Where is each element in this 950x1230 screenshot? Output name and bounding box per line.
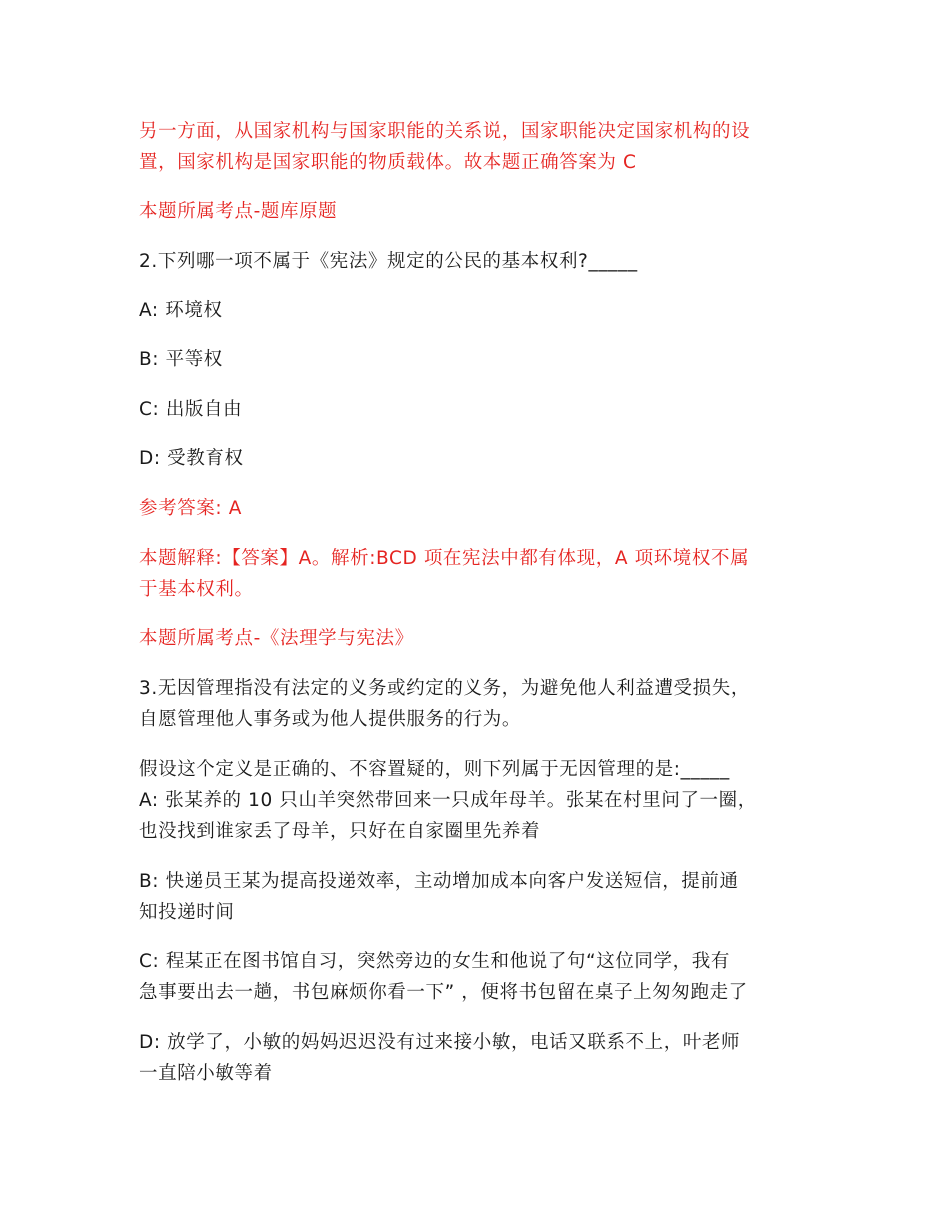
- question-2-explanation-line-2: 于基本权利。: [139, 579, 254, 600]
- question-3-option-a-line-1: A: 张某养的 10 只山羊突然带回来一只成年母羊。张某在村里问了一圈，: [139, 790, 757, 811]
- question-3-prompt: 假设这个定义是正确的、不容置疑的，则下列属于无因管理的是:_____: [139, 759, 730, 780]
- prev-explanation-line-1: 另一方面，从国家机构与国家职能的关系说，国家职能决定国家机构的设: [139, 121, 751, 142]
- question-2-stem: 2.下列哪一项不属于《宪法》规定的公民的基本权利?_____: [139, 251, 638, 272]
- question-3-option-a-line-2: 也没找到谁家丢了母羊，只好在自家圈里先养着: [139, 821, 541, 842]
- question-3-option-b-line-1: B: 快递员王某为提高投递效率，主动增加成本向客户发送短信，提前通: [139, 871, 739, 892]
- question-3-option-c-line-2: 急事要出去一趟，书包麻烦你看一下” ，便将书包留在桌子上匆匆跑走了: [139, 982, 748, 1003]
- question-2-option-c: C: 出版自由: [139, 399, 243, 420]
- prev-topic: 本题所属考点-题库原题: [139, 201, 338, 222]
- question-2-answer: 参考答案: A: [139, 498, 242, 519]
- question-2-topic: 本题所属考点-《法理学与宪法》: [139, 628, 414, 649]
- question-3-stem-line-2: 自愿管理他人事务或为他人提供服务的行为。: [139, 709, 522, 730]
- question-3-option-d-line-1: D: 放学了，小敏的妈妈迟迟没有过来接小敏，电话又联系不上，叶老师: [139, 1032, 741, 1053]
- question-2-option-d: D: 受教育权: [139, 448, 244, 469]
- prev-explanation-line-2: 置，国家机构是国家职能的物质载体。故本题正确答案为 C: [139, 152, 637, 173]
- question-3-option-d-line-2: 一直陪小敏等着: [139, 1063, 273, 1084]
- document-page: [139, 0, 819, 1230]
- question-2-option-b: B: 平等权: [139, 349, 223, 370]
- question-3-stem-line-1: 3.无因管理指没有法定的义务或约定的义务，为避免他人利益遭受损失，: [139, 678, 750, 699]
- question-2-option-a: A: 环境权: [139, 300, 223, 321]
- question-3-option-b-line-2: 知投递时间: [139, 902, 235, 923]
- question-2-explanation-line-1: 本题解释:【答案】A。解析:BCD 项在宪法中都有体现，A 项环境权不属: [139, 548, 750, 569]
- question-3-option-c-line-1: C: 程某正在图书馆自习，突然旁边的女生和他说了句“这位同学，我有: [139, 951, 730, 972]
